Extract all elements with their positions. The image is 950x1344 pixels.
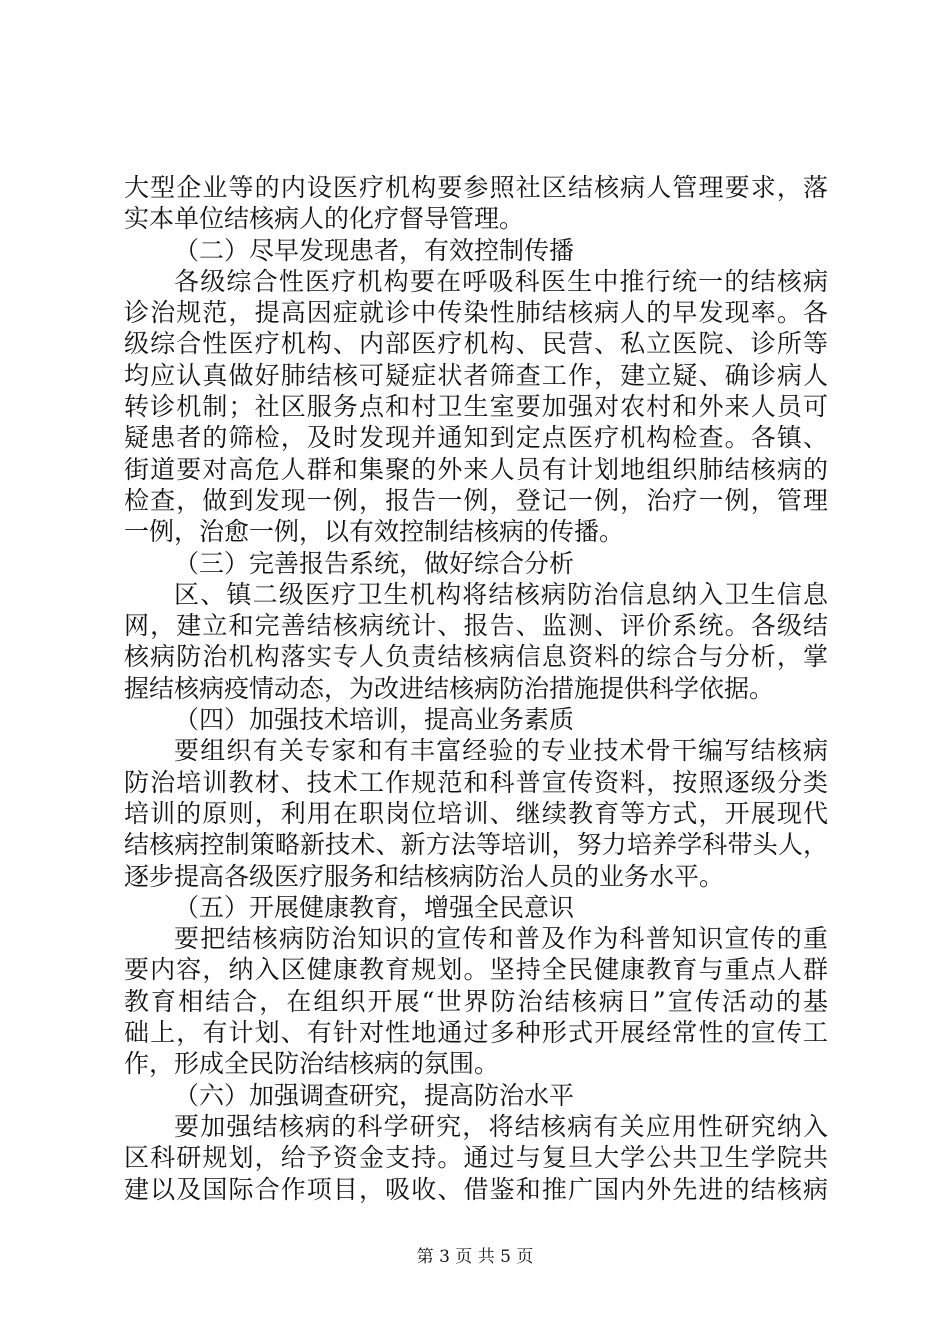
text-line: 础上，有计划、有针对性地通过多种形式开展经常性的宣传工 <box>124 1018 828 1048</box>
text-line: 一例，治愈一例，以有效控制结核病的传播。 <box>124 517 625 547</box>
section-heading: （六）加强调查研究，提高防治水平 <box>174 1080 575 1110</box>
text-line: 培训的原则，利用在职岗位培训、继续教育等方式，开展现代 <box>124 798 828 828</box>
text-line: 疑患者的筛检，及时发现并通知到定点医疗机构检查。各镇、 <box>124 423 828 453</box>
text-line: 防治培训教材、技术工作规范和科普宣传资料，按照逐级分类 <box>124 767 828 797</box>
section-heading: （二）尽早发现患者，有效控制传播 <box>174 235 575 265</box>
text-line: 作，形成全民防治结核病的氛围。 <box>124 1049 500 1079</box>
text-line: 区科研规划，给予资金支持。通过与复旦大学公共卫生学院共 <box>124 1143 828 1173</box>
text-line: 诊治规范，提高因症就诊中传染性肺结核病人的早发现率。各 <box>124 298 828 328</box>
text-line: 转诊机制；社区服务点和村卫生室要加强对农村和外来人员可 <box>124 392 828 422</box>
text-line: 街道要对高危人群和集聚的外来人员有计划地组织肺结核病的 <box>124 454 828 484</box>
text-line: 要加强结核病的科学研究，将结核病有关应用性研究纳入 <box>174 1111 828 1141</box>
section-heading: （五）开展健康教育，增强全民意识 <box>174 892 575 922</box>
text-line: 逐步提高各级医疗服务和结核病防治人员的业务水平。 <box>124 861 725 891</box>
text-line: 要内容，纳入区健康教育规划。坚持全民健康教育与重点人群 <box>124 955 828 985</box>
text-line: 各级综合性医疗机构要在呼吸科医生中推行统一的结核病 <box>174 266 828 296</box>
document-body <box>124 172 828 1205</box>
text-line: 级综合性医疗机构、内部医疗机构、民营、私立医院、诊所等 <box>124 329 828 359</box>
text-line: 握结核病疫情动态，为改进结核病防治措施提供科学依据。 <box>124 673 775 703</box>
text-line: 大型企业等的内设医疗机构要参照社区结核病人管理要求，落 <box>124 173 828 202</box>
text-line: 区、镇二级医疗卫生机构将结核病防治信息纳入卫生信息 <box>174 579 828 609</box>
text-line: 要组织有关专家和有丰富经验的专业技术骨干编写结核病 <box>174 736 828 766</box>
section-heading: （三）完善报告系统，做好综合分析 <box>174 548 575 578</box>
section-heading: （四）加强技术培训，提高业务素质 <box>174 705 575 735</box>
text-line: 检查，做到发现一例，报告一例，登记一例，治疗一例，管理 <box>124 485 828 515</box>
text-line: 教育相结合，在组织开展“世界防治结核病日”宣传活动的基 <box>124 986 828 1016</box>
text-line: 要把结核病防治知识的宣传和普及作为科普知识宣传的重 <box>174 924 828 954</box>
text-line: 实本单位结核病人的化疗督导管理。 <box>124 204 525 234</box>
text-line: 网，建立和完善结核病统计、报告、监测、评价系统。各级结 <box>124 611 828 641</box>
text-line: 核病防治机构落实专人负责结核病信息资料的综合与分析，掌 <box>124 642 828 672</box>
text-line: 均应认真做好肺结核可疑症状者筛查工作，建立疑、确诊病人 <box>124 360 828 390</box>
text-line: 建以及国际合作项目，吸收、借鉴和推广国内外先进的结核病 <box>124 1174 828 1204</box>
text-line: 结核病控制策略新技术、新方法等培训，努力培养学科带头人， <box>124 830 828 860</box>
page-footer: 第 3 页 共 5 页 <box>416 1247 534 1267</box>
